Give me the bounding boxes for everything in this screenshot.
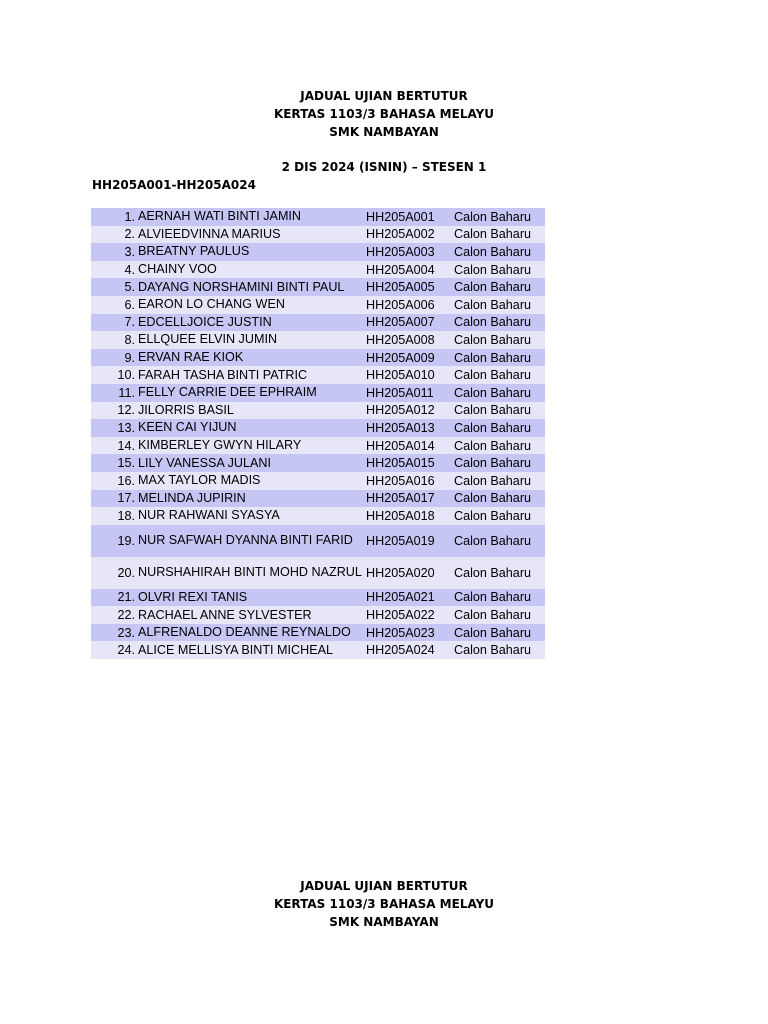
candidate-status: Calon Baharu: [454, 565, 532, 580]
row-number: 24.: [117, 643, 135, 658]
row-number: 12.: [117, 403, 135, 418]
candidate-id: HH205A018: [366, 508, 435, 523]
table-row: [91, 437, 545, 455]
row-number: 15.: [117, 456, 135, 471]
candidate-id: HH205A019: [366, 533, 435, 548]
row-number: 3.: [124, 244, 135, 259]
session-date-station: 2 DIS 2024 (ISNIN) – STESEN 1: [281, 160, 487, 174]
candidate-status: Calon Baharu: [454, 368, 532, 383]
row-number: 6.: [124, 297, 135, 312]
candidate-status: Calon Baharu: [454, 350, 532, 365]
heading-title: JADUAL UJIAN BERTUTUR: [300, 879, 468, 893]
table-row: [91, 261, 545, 279]
candidate-status: Calon Baharu: [454, 297, 532, 312]
row-number: 20.: [117, 565, 135, 580]
candidate-id: HH205A017: [366, 491, 435, 506]
table-row: [91, 402, 545, 420]
candidate-status: Calon Baharu: [454, 403, 532, 418]
row-number: 11.: [118, 385, 135, 400]
candidate-name: NUR RAHWANI SYASYA: [138, 508, 280, 523]
table-row: [91, 349, 545, 367]
row-number: 7.: [124, 315, 135, 330]
row-number: 16.: [117, 473, 135, 488]
candidate-id: HH205A004: [366, 262, 435, 277]
candidate-name: RACHAEL ANNE SYLVESTER: [138, 607, 312, 622]
row-number: 17.: [117, 491, 135, 506]
row-number: 10.: [117, 368, 135, 383]
candidate-status: Calon Baharu: [454, 227, 532, 242]
row-number: 9.: [124, 350, 135, 365]
candidate-id: HH205A016: [366, 473, 435, 488]
row-number: 23.: [117, 625, 135, 640]
candidate-id: HH205A009: [366, 350, 435, 365]
table-row: [91, 606, 545, 624]
candidate-id: HH205A003: [366, 244, 435, 259]
candidate-name: CHAINY VOO: [138, 262, 217, 277]
candidate-id: HH205A011: [366, 385, 434, 400]
candidate-name: ALFRENALDO DEANNE REYNALDO: [138, 625, 351, 640]
candidate-id: HH205A006: [366, 297, 435, 312]
candidate-name: OLVRI REXI TANIS: [138, 589, 248, 604]
candidate-range: HH205A001-HH205A024: [92, 178, 256, 192]
document-heading: [0, 87, 768, 141]
table-row: [91, 314, 545, 332]
candidate-status: Calon Baharu: [454, 508, 532, 523]
table-row: [91, 454, 545, 472]
table-row: [91, 331, 545, 349]
row-number: 13.: [117, 420, 135, 435]
candidate-name: FARAH TASHA BINTI PATRIC: [138, 367, 308, 382]
table-row: [91, 384, 545, 402]
table-row: [91, 490, 545, 508]
candidate-id: HH205A008: [366, 332, 435, 347]
candidate-status: Calon Baharu: [454, 244, 532, 259]
next-page-heading: [0, 877, 768, 931]
candidate-table: [91, 208, 545, 659]
candidate-status: Calon Baharu: [454, 590, 532, 605]
candidate-status: Calon Baharu: [454, 438, 532, 453]
candidate-status: Calon Baharu: [454, 473, 532, 488]
candidate-id: HH205A005: [366, 280, 435, 295]
candidate-name: NUR SAFWAH DYANNA BINTI FARID: [138, 533, 353, 548]
row-number: 2.: [124, 227, 135, 242]
candidate-id: HH205A002: [366, 227, 435, 242]
heading-paper: KERTAS 1103/3 BAHASA MELAYU: [273, 107, 495, 121]
table-row: [91, 624, 545, 642]
candidate-status: Calon Baharu: [454, 533, 532, 548]
candidate-status: Calon Baharu: [454, 332, 532, 347]
table-row: [91, 243, 545, 261]
row-number: 21.: [117, 590, 135, 605]
candidate-name: ALVIEEDVINNA MARIUS: [138, 226, 281, 241]
heading-paper: KERTAS 1103/3 BAHASA MELAYU: [273, 897, 495, 911]
candidate-name: DAYANG NORSHAMINI BINTI PAUL: [138, 279, 345, 294]
candidate-status: Calon Baharu: [454, 262, 532, 277]
candidate-id: HH205A021: [366, 590, 435, 605]
candidate-name: MAX TAYLOR MADIS: [138, 473, 261, 488]
candidate-id: HH205A015: [366, 456, 435, 471]
candidate-id: HH205A001: [366, 209, 435, 224]
candidate-id: HH205A014: [366, 438, 435, 453]
candidate-status: Calon Baharu: [454, 315, 532, 330]
table-row: [91, 296, 545, 314]
table-row: [91, 589, 545, 607]
candidate-name: JILORRIS BASIL: [138, 402, 234, 417]
candidate-status: Calon Baharu: [454, 491, 532, 506]
candidate-name: KIMBERLEY GWYN HILARY: [138, 438, 302, 453]
candidate-name: EDCELLJOICE JUSTIN: [138, 314, 272, 329]
candidate-name: ALICE MELLISYA BINTI MICHEAL: [138, 642, 334, 657]
candidate-name: AERNAH WATI BINTI JAMIN: [138, 209, 302, 224]
row-number: 8.: [124, 332, 135, 347]
candidate-id: HH205A010: [366, 368, 435, 383]
candidate-id: HH205A024: [366, 643, 435, 658]
candidate-name: BREATNY PAULUS: [138, 244, 250, 259]
candidate-status: Calon Baharu: [454, 385, 532, 400]
heading-school: SMK NAMBAYAN: [329, 125, 439, 139]
candidate-name: ERVAN RAE KIOK: [138, 350, 244, 365]
candidate-name: NURSHAHIRAH BINTI MOHD NAZRUL: [138, 565, 362, 580]
candidate-id: HH205A020: [366, 565, 435, 580]
candidate-id: HH205A022: [366, 608, 435, 623]
candidate-id: HH205A023: [366, 625, 435, 640]
table-row: [91, 472, 545, 490]
candidate-name: ELLQUEE ELVIN JUMIN: [138, 332, 278, 347]
candidate-status: Calon Baharu: [454, 643, 532, 658]
candidate-id: HH205A012: [366, 403, 435, 418]
candidate-status: Calon Baharu: [454, 209, 532, 224]
candidate-status: Calon Baharu: [454, 608, 532, 623]
candidate-status: Calon Baharu: [454, 420, 532, 435]
table-row: [91, 641, 545, 659]
row-number: 4.: [124, 262, 135, 277]
candidate-name: KEEN CAI YIJUN: [138, 420, 237, 435]
candidate-name: MELINDA JUPIRIN: [138, 490, 246, 505]
table-row: [91, 226, 545, 244]
candidate-status: Calon Baharu: [454, 625, 532, 640]
table-row: [91, 419, 545, 437]
heading-school: SMK NAMBAYAN: [329, 915, 439, 929]
table-row: [91, 366, 545, 384]
heading-title: JADUAL UJIAN BERTUTUR: [300, 89, 468, 103]
candidate-status: Calon Baharu: [454, 280, 532, 295]
row-number: 5.: [124, 280, 135, 295]
row-number: 22.: [117, 608, 135, 623]
row-number: 18.: [117, 508, 135, 523]
candidate-name: EARON LO CHANG WEN: [138, 297, 285, 312]
row-number: 1.: [124, 209, 135, 224]
candidate-id: HH205A013: [366, 420, 435, 435]
table-row: [91, 507, 545, 525]
table-row: [91, 525, 545, 557]
candidate-name: FELLY CARRIE DEE EPHRAIM: [138, 385, 317, 400]
table-row: [91, 278, 545, 296]
candidate-status: Calon Baharu: [454, 456, 532, 471]
table-row: [91, 557, 545, 589]
candidate-id: HH205A007: [366, 315, 435, 330]
table-row: [91, 208, 545, 226]
candidate-name: LILY VANESSA JULANI: [138, 455, 271, 470]
row-number: 14.: [117, 438, 135, 453]
row-number: 19.: [117, 533, 135, 548]
